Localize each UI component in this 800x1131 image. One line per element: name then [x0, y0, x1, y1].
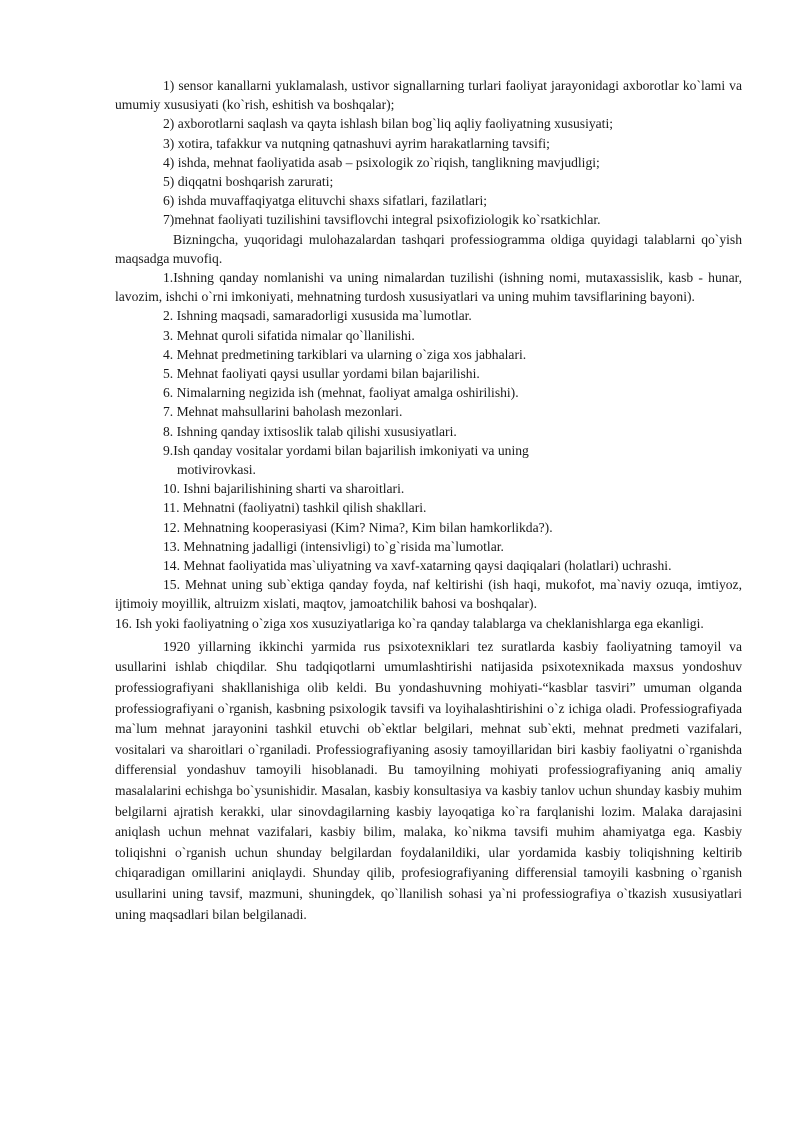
list-item: 7. Mehnat mahsullarini baholash mezonlari.: [163, 404, 403, 420]
list-item: 3. Mehnat quroli sifatida nimalar qo`llanilishi.: [163, 327, 415, 343]
list-item: 1) sensor kanallarni yuklamalash, ustivor signallarning turlari faoliyat jarayonidagi axborotlar ko`lami va umumiy xususiyati (ko`rish, eshitish va boshqalar);: [115, 78, 742, 113]
list-item: 13. Mehnatning jadalligi (intensivligi) to`g`risida ma`lumotlar.: [163, 538, 504, 554]
list-item: 1.Ishning qanday nomlanishi va uning nimalardan tuzilishi (ishning nomi, mutaxassislik, kasb - hunar, lavozim, ishchi o`rni imkoniyati, mehnatning turdosh xususiyatlari va uning muhim tavsiflarining bayoni).: [115, 270, 742, 305]
document-page: [115, 76, 742, 925]
list-item: 2) axborotlarni saqlash va qayta ishlash bilan bog`liq aqliy faoliyatning xususiyati;: [163, 116, 614, 132]
list-item: 5) diqqatni boshqarish zarurati;: [163, 174, 334, 190]
list-item: 2. Ishning maqsadi, samaradorligi xususida ma`lumotlar.: [163, 308, 472, 324]
list-item: 4. Mehnat predmetining tarkiblari va ularning o`ziga xos jabhalari.: [163, 346, 527, 362]
list-item: 15. Mehnat uning sub`ektiga qanday foyda, naf keltirishi (ish haqi, mukofot, ma`naviy ozuqa, imtiyoz, ijtimoiy moyillik, altruizm xislati, maqtov, jamoatchilik bahosi va boshqalar).: [115, 577, 742, 612]
list-item: 6) ishda muvaffaqiyatga elituvchi shaxs sifatlari, fazilatlari;: [163, 193, 487, 209]
body-paragraph: 1920 yillarning ikkinchi yarmida rus psixotexniklari tez suratlarda kasbiy faoliyatning tamoyil va usullarini ishlab chiqdilar. Shu tadqiqotlarni umumlashtirishi natijasida psixotexnikada maxsus yondoshuv professiografiyani shakllanishiga olib keldi. Bu yondashuvning mohiyati-“kasblar tasviri” umuman olganda professiografiyani o`rganish, kasbning psixologik tavsifi va loyihalashtirishini o`z ichiga oladi. Professiografiyada ma`lum mehnat jarayonini tashkil etuvchi ob`ektlar belgilari, mehnat sub`ekti, mehnat predmeti vazifalari, vositalari va sharoitlari o`rganiladi. Professiografiyaning asosiy tamoyillaridan biri kasbiy faoliyatni o`rganishda differensial yondashuv tamoyili hisoblanadi. Bu tamoyilning mohiyati professiografiyaning aniq amaliy masalalarini echishga bo`ysunishidir. Masalan, kasbiy konsultasiya va kasbiy tanlov uchun shunday kasbiy muhim belgilarni ajratish kerakki, ular sinovdagilarning kasbiy layoqatiga ko`ra farqlanishi lozim. Malaka darajasini aniqlash uchun mehnat vazifalari, kasbiy bilim, malaka, ko`nikma tavsifi muhim ahamiyatga ega. Kasbiy toliqishni o`rganish uchun shunday belgilardan foydalanildiki, ular yordamida kasbiy toliqishning keltirib chiqaradigan omillarini aniqlaydi. Shunday qilib, profesiografiyaning differensial tamoyili kasbning o`rganish usullarini uning tavsif, mazmuni, shuningdek, qo`llanilish sohasi ya`ni professiografiya o`tkazish xususiyatlari uning maqsadlari bilan belgilanadi.: [115, 638, 742, 922]
list-item: 3) xotira, tafakkur va nutqning qatnashuvi ayrim harakatlarning tavsifi;: [163, 135, 550, 151]
list-item: 12. Mehnatning kooperasiyasi (Kim? Nima?, Kim bilan hamkorlikda?).: [163, 519, 553, 535]
list-item: 5. Mehnat faoliyati qaysi usullar yordami bilan bajarilishi.: [163, 366, 480, 382]
list-item: 7)mehnat faoliyati tuzilishini tavsiflovchi integral psixofiziologik ko`rsatkichlar.: [163, 212, 601, 228]
list-item: 9.Ish qanday vositalar yordami bilan bajarilish imkoniyati va uning: [163, 442, 529, 458]
list-item: 16. Ish yoki faoliyatning o`ziga xos xusuziyatlariga ko`ra qanday talablarga va cheklanishlarga ega ekanligi.: [115, 615, 704, 631]
list-item: 8. Ishning qanday ixtisoslik talab qilishi xususiyatlari.: [163, 423, 457, 439]
list-item: 11. Mehnatni (faoliyatni) tashkil qilish shakllari.: [163, 500, 427, 516]
list-item-continuation: motivirovkasi.: [177, 462, 256, 478]
list-item: 6. Nimalarning negizida ish (mehnat, faoliyat amalga oshirilishi).: [163, 385, 519, 401]
list-item: 4) ishda, mehnat faoliyatida asab – psixologik zo`riqish, tanglikning mavjudligi;: [163, 154, 600, 170]
list-item: 10. Ishni bajarilishining sharti va sharoitlari.: [163, 481, 405, 497]
list-item: 14. Mehnat faoliyatida mas`uliyatning va xavf-xatarning qaysi daqiqalari (holatlari) uchrashi.: [163, 558, 672, 574]
intro-paragraph: Bizningcha, yuqoridagi mulohazalardan tashqari professiogramma oldiga quyidagi talablarni qo`yish maqsadga muvofiq.: [115, 231, 742, 266]
